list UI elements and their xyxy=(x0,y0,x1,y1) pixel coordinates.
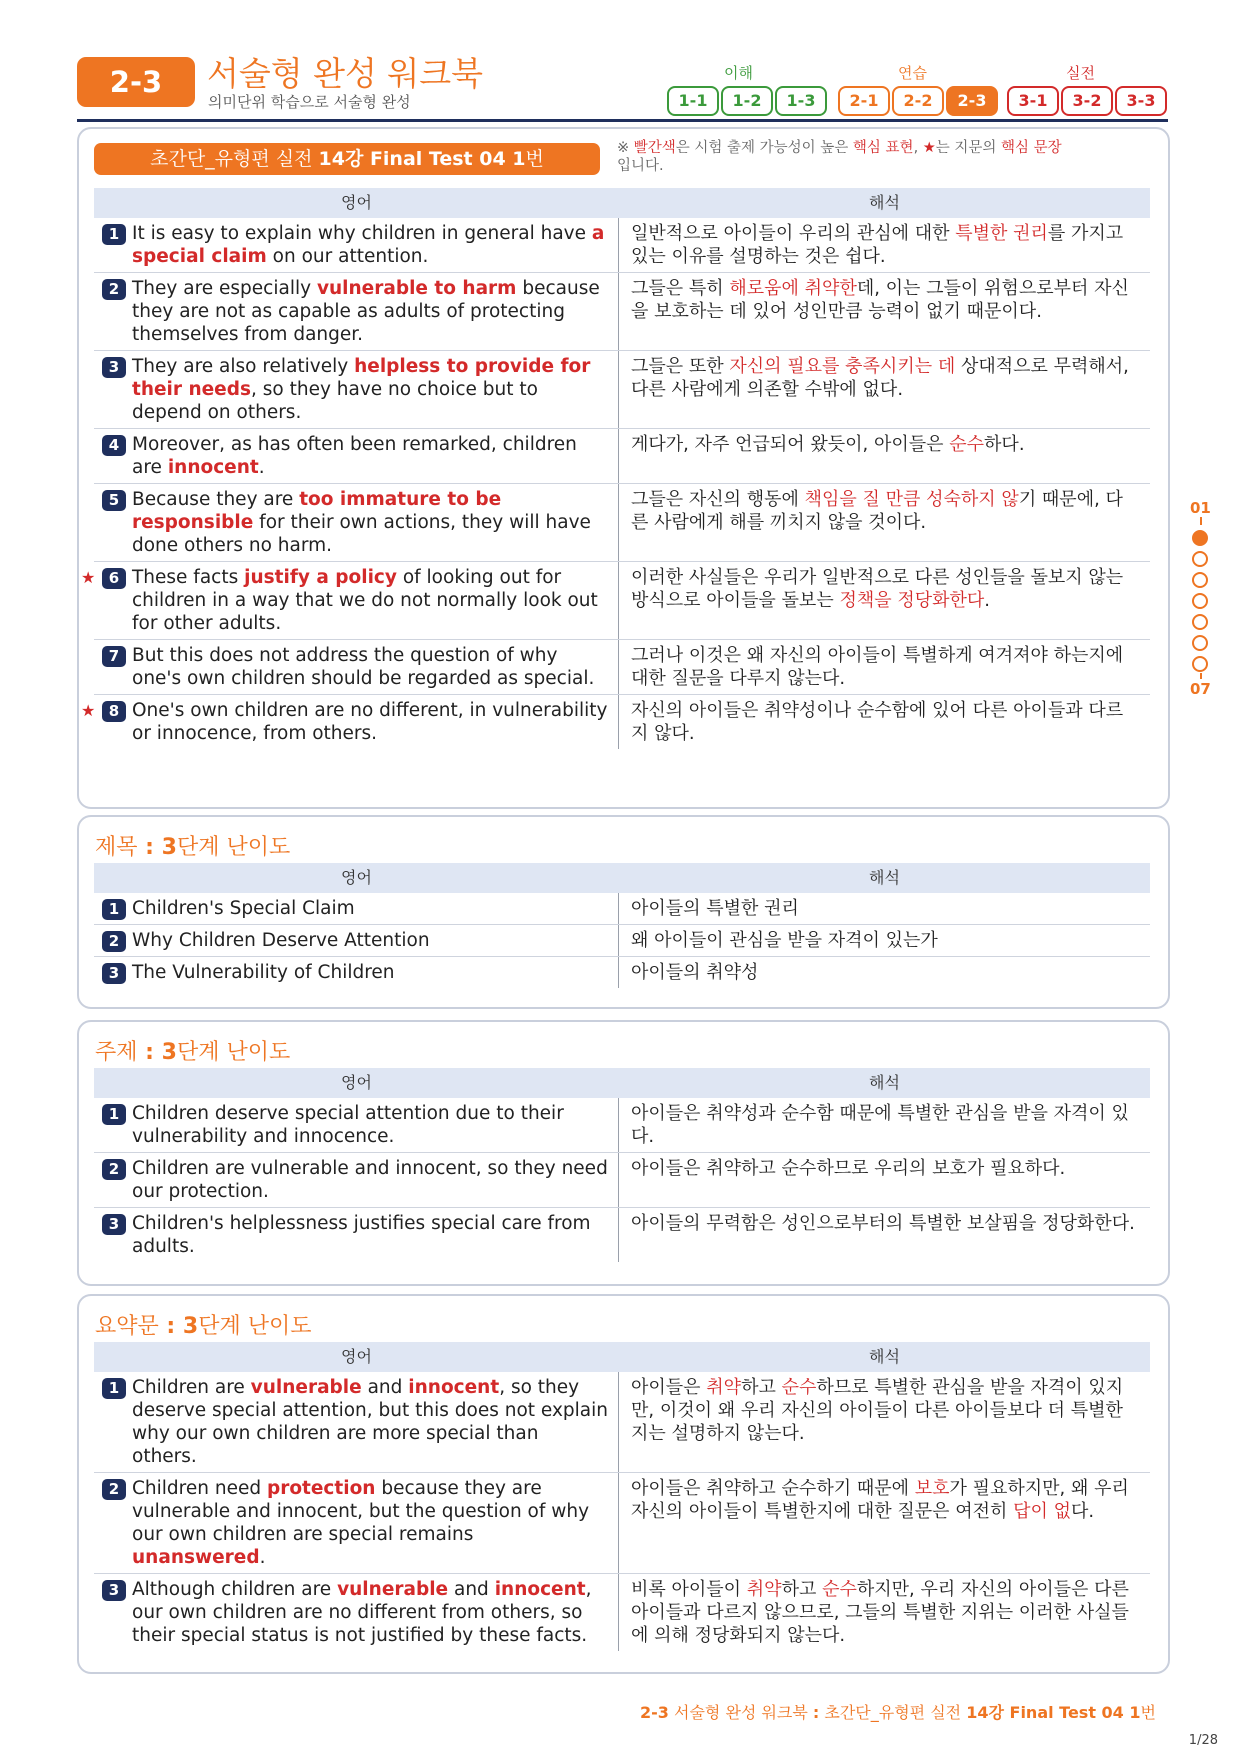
note-key-sentence: 핵심 문장 xyxy=(1001,140,1062,156)
section-sep: : xyxy=(137,835,162,860)
note-symbol: ※ xyxy=(617,140,634,156)
side-nav-first[interactable]: 01 xyxy=(1190,499,1211,517)
title-table xyxy=(94,863,1150,988)
side-nav-dot-6[interactable] xyxy=(1192,635,1208,651)
english-text: Moreover, as has often been remarked, children are xyxy=(132,434,577,478)
english-text: The Vulnerability of Children xyxy=(132,962,395,983)
key-expression-ko: 특별한 권리 xyxy=(955,223,1048,244)
side-nav-last[interactable]: 07 xyxy=(1190,680,1211,698)
theme-table xyxy=(94,1068,1150,1262)
english-text: These facts xyxy=(132,567,245,588)
stage-tab-3-1[interactable]: 3-1 xyxy=(1007,86,1059,116)
level-number: 3 xyxy=(161,1040,177,1065)
korean-text: 하고 xyxy=(741,1377,782,1398)
footer-colon: : xyxy=(812,1703,820,1722)
english-cell xyxy=(94,1473,619,1573)
row-number-badge: 5 xyxy=(102,490,126,511)
key-sentence-star-icon: ★ xyxy=(81,568,96,587)
key-expression-ko: 책임을 질 만큼 성숙하지 않 xyxy=(804,489,1019,510)
passage-rows xyxy=(81,218,1150,749)
level-number: 3 xyxy=(161,835,177,860)
footer-bold: 14강 Final Test 04 1 xyxy=(966,1703,1141,1722)
key-expression-ko: 답이 없 xyxy=(1013,1501,1071,1522)
english-text: for their own actions, they will have done others no harm. xyxy=(132,512,591,556)
stage-tab-2-3[interactable]: 2-3 xyxy=(946,86,998,116)
english-cell xyxy=(81,562,619,639)
row-number-badge: 3 xyxy=(102,1214,126,1235)
key-expression: innocent xyxy=(494,1579,586,1600)
english-text: , so they have no choice but to depend on others. xyxy=(132,379,538,423)
korean-text: 가 필요하지만, 왜 우리 자신의 아이들이 특별한지에 대한 질문은 여전히 xyxy=(631,1478,1129,1522)
side-nav-dot-5[interactable] xyxy=(1192,614,1208,630)
korean-text: 일반적으로 아이들이 우리의 관심에 대한 xyxy=(631,223,956,244)
page-subtitle: 의미단위 학습으로 서술형 완성 xyxy=(208,93,411,111)
english-cell xyxy=(94,429,619,483)
footer-text-2: 초간단_유형편 실전 xyxy=(819,1703,967,1722)
key-expression-ko: 해로움에 취약한 xyxy=(729,278,857,299)
section-label: 제목 xyxy=(95,835,138,860)
korean-text: 아이들의 취약성 xyxy=(631,962,759,983)
korean-cell xyxy=(619,1574,1150,1651)
page-title: 서술형 완성 워크북 xyxy=(207,54,484,93)
korean-text: 자신의 아이들은 취약성이나 순수함에 있어 다른 아이들과 다르지 않다. xyxy=(631,700,1124,744)
key-expression: vulnerable to harm xyxy=(316,278,517,299)
main-passage-panel xyxy=(77,127,1170,809)
summary-rows xyxy=(94,1372,1150,1651)
english-text: , our own children are no different from others, so their special status is not justified by these facts. xyxy=(132,1579,592,1646)
col-header-korean: 해석 xyxy=(869,1347,900,1366)
english-text: It is easy to explain why children in general have xyxy=(132,223,592,244)
table-row xyxy=(94,1574,1150,1651)
row-number-badge: 8 xyxy=(102,701,126,722)
note-end: 입니다. xyxy=(617,158,664,174)
english-cell xyxy=(94,273,619,350)
key-expression: a special claim xyxy=(132,223,605,267)
key-expression: innocent xyxy=(167,457,259,478)
table-row xyxy=(94,429,1150,484)
key-expression: innocent xyxy=(408,1377,500,1398)
english-text: . xyxy=(259,1547,266,1568)
table-row xyxy=(81,695,1150,749)
key-expression-ko: 취약 xyxy=(706,1377,742,1398)
english-text: Children deserve special attention due to their vulnerability and innocence. xyxy=(132,1103,564,1147)
english-text: on our attention. xyxy=(266,246,429,267)
key-expression-ko: 보호 xyxy=(914,1478,950,1499)
korean-cell xyxy=(619,640,1150,694)
level-text: 단계 난이도 xyxy=(198,1314,312,1339)
korean-cell xyxy=(619,957,1150,988)
korean-text: 아이들의 특별한 권리 xyxy=(631,898,799,919)
summary-table xyxy=(94,1342,1150,1651)
row-number-badge: 4 xyxy=(102,435,126,456)
table-row xyxy=(94,1098,1150,1153)
row-number-badge: 2 xyxy=(102,1479,126,1500)
table-row xyxy=(94,640,1150,695)
summary-panel xyxy=(77,1294,1170,1674)
english-cell xyxy=(94,1208,619,1262)
korean-text: 그들은 특히 xyxy=(631,278,730,299)
table-row xyxy=(94,893,1150,925)
title-panel xyxy=(77,815,1170,1009)
korean-cell xyxy=(619,1208,1150,1262)
korean-text: 하다. xyxy=(984,434,1025,455)
level-text: 단계 난이도 xyxy=(176,835,291,860)
english-text: Children are vulnerable and innocent, so they need our protection. xyxy=(132,1158,608,1202)
table-header xyxy=(94,188,1150,218)
korean-text: 그들은 자신의 행동에 xyxy=(631,489,805,510)
korean-text: 아이들은 취약하고 순수하기 때문에 xyxy=(631,1478,915,1499)
key-expression: helpless to provide for their needs xyxy=(132,356,591,400)
section-heading-title xyxy=(95,830,290,861)
key-expression-ko: 정책을 정당화한다 xyxy=(839,590,985,611)
theme-rows xyxy=(94,1098,1150,1262)
korean-text: 이러한 사실들은 우리가 일반적으로 다른 성인들을 돌보지 않는 방식으로 아이들을 돌보는 xyxy=(631,567,1124,611)
korean-cell xyxy=(619,1153,1150,1207)
table-row xyxy=(94,957,1150,988)
row-number-badge: 2 xyxy=(102,279,126,300)
table-row xyxy=(94,1208,1150,1262)
col-header-korean: 해석 xyxy=(869,193,900,212)
korean-text: 아이들은 취약성과 순수함 때문에 특별한 관심을 받을 자격이 있다. xyxy=(631,1103,1129,1147)
stage-tab-1-3[interactable]: 1-3 xyxy=(775,86,827,116)
col-header-english: 영어 xyxy=(341,193,372,212)
english-text: and xyxy=(448,1579,495,1600)
lesson-tag xyxy=(94,143,600,175)
korean-text: . xyxy=(984,590,990,611)
stage-tab-3-2[interactable]: 3-2 xyxy=(1061,86,1113,116)
english-cell xyxy=(94,893,619,924)
row-number-badge: 1 xyxy=(102,224,126,245)
english-text: Children need xyxy=(132,1478,267,1499)
footer-badge: 2-3 xyxy=(640,1703,669,1722)
row-number-badge: 3 xyxy=(102,963,126,984)
key-expression: too immature to be responsible xyxy=(132,489,502,533)
korean-text: 아이들의 무력함은 성인으로부터의 특별한 보살핌을 정당화한다. xyxy=(631,1213,1135,1234)
key-expression: vulnerable xyxy=(250,1377,362,1398)
key-expression-ko: 순수 xyxy=(822,1579,857,1600)
footer-end: 번 xyxy=(1140,1703,1156,1722)
korean-cell xyxy=(619,925,1150,956)
stage-tab-2-2[interactable]: 2-2 xyxy=(892,86,944,116)
col-header-korean: 해석 xyxy=(869,868,900,887)
english-text: Children's Special Claim xyxy=(132,898,355,919)
note-comma: , xyxy=(913,140,923,156)
table-row xyxy=(94,1153,1150,1208)
key-expression: justify a policy xyxy=(244,567,397,588)
side-nav-dot-7[interactable] xyxy=(1192,656,1208,672)
section-badge: 2-3 xyxy=(77,57,195,107)
english-text: . xyxy=(258,457,265,478)
col-header-korean: 해석 xyxy=(869,1073,900,1092)
lesson-tag-suffix: 번 xyxy=(525,148,544,170)
stage-label-understand: 이해 xyxy=(724,64,753,82)
col-header-english: 영어 xyxy=(341,1347,372,1366)
row-number-badge: 2 xyxy=(102,1159,126,1180)
section-sep: : xyxy=(158,1314,183,1339)
korean-text: 왜 아이들이 관심을 받을 자격이 있는가 xyxy=(631,930,938,951)
korean-text: 하므로 특별한 관심을 받을 자격이 있지만, 이것이 왜 우리 자신의 아이들이 다른 아이들보다 더 특별한지는 설명하지 않는다. xyxy=(631,1377,1124,1444)
footer xyxy=(640,1700,1156,1723)
level-text: 단계 난이도 xyxy=(176,1040,291,1065)
stage-label-practice: 연습 xyxy=(898,64,927,82)
page-number: 1/28 xyxy=(1188,1733,1218,1748)
korean-text: 그들은 또한 xyxy=(631,356,730,377)
korean-text: 를 가지고 있는 이유를 설명하는 것은 쉽다. xyxy=(631,223,1124,267)
note-key-expression: 핵심 표현 xyxy=(852,140,914,156)
key-expression-ko: 순수 xyxy=(949,434,985,455)
english-text: They are also relatively xyxy=(132,356,355,377)
korean-text: 상대적으로 무력해서, 다른 사람에게 의존할 수밖에 없다. xyxy=(631,356,1129,400)
table-row xyxy=(94,273,1150,351)
key-expression: protection xyxy=(266,1478,376,1499)
english-cell xyxy=(94,351,619,428)
row-number-badge: 1 xyxy=(102,1378,126,1399)
table-row xyxy=(81,562,1150,640)
side-nav-line-bottom xyxy=(1200,673,1202,679)
side-nav-dot-3[interactable] xyxy=(1192,572,1208,588)
english-cell xyxy=(94,925,619,956)
korean-cell xyxy=(619,695,1150,749)
english-text: and xyxy=(361,1377,409,1398)
english-cell xyxy=(94,1098,619,1152)
korean-text: 그러나 이것은 왜 자신의 아이들이 특별하게 여겨져야 하는지에 대한 질문을 다루지 않는다. xyxy=(631,645,1124,689)
row-number-badge: 3 xyxy=(102,1580,126,1601)
korean-cell xyxy=(619,893,1150,924)
english-text: , so they deserve special attention, but this does not explain why our own children are more special than others. xyxy=(132,1377,609,1467)
table-header xyxy=(94,1068,1150,1098)
korean-text: 하지만, 우리 자신의 아이들은 다른 아이들과 다르지 않으므로, 그들의 특별한 지위는 이러한 사실들에 의해 정당화되지 않는다. xyxy=(631,1579,1129,1646)
note-star: ★ xyxy=(922,140,936,156)
table-row xyxy=(94,351,1150,429)
row-number-badge: 2 xyxy=(102,931,126,952)
note-text: 은 시험 출제 가능성이 높은 xyxy=(675,140,853,156)
english-text: because they are vulnerable and innocent, but the question of why our own children are special remains xyxy=(132,1478,590,1545)
section-label: 요약문 xyxy=(95,1314,159,1339)
english-text: They are especially xyxy=(132,278,317,299)
theme-panel xyxy=(77,1020,1170,1286)
row-number-badge: 6 xyxy=(102,568,126,589)
key-expression: vulnerable xyxy=(337,1579,449,1600)
header-divider xyxy=(77,119,1168,122)
side-nav-dot-2[interactable] xyxy=(1192,551,1208,567)
english-cell xyxy=(94,957,619,988)
key-expression-ko: 순수 xyxy=(781,1377,817,1398)
english-text: Children's helplessness justifies special care from adults. xyxy=(132,1213,591,1257)
english-text: Children are xyxy=(132,1377,251,1398)
korean-cell xyxy=(619,351,1150,428)
korean-text: 게다가, 자주 언급되어 왔듯이, 아이들은 xyxy=(631,434,950,455)
english-text: Because they are xyxy=(132,489,300,510)
table-header xyxy=(94,1342,1150,1372)
stage-tab-2-1[interactable]: 2-1 xyxy=(838,86,890,116)
side-nav-dot-4[interactable] xyxy=(1192,593,1208,609)
korean-cell xyxy=(619,484,1150,561)
english-text: of looking out for children in a way that we do not normally look out for other adults. xyxy=(132,567,598,634)
english-cell xyxy=(94,484,619,561)
english-cell xyxy=(94,218,619,272)
korean-text: 데, 이는 그들이 위험으로부터 자신을 보호하는 데 있어 성인만큼 능력이 없기 때문이다. xyxy=(631,278,1129,322)
table-row xyxy=(94,484,1150,562)
korean-cell xyxy=(619,218,1150,272)
english-text: because they are not as capable as adults of protecting themselves from danger. xyxy=(132,278,600,345)
passage-table xyxy=(81,188,1150,749)
table-row xyxy=(94,1372,1150,1473)
stage-tab-3-3[interactable]: 3-3 xyxy=(1115,86,1167,116)
korean-text: 기 때문에, 다른 사람에게 해를 끼치지 않을 것이다. xyxy=(631,489,1123,533)
note-red-word: 빨간색 xyxy=(633,140,676,156)
table-header xyxy=(94,863,1150,893)
note-text-2: 는 지문의 xyxy=(935,140,1002,156)
korean-cell xyxy=(619,273,1150,350)
english-cell xyxy=(94,1574,619,1651)
row-number-badge: 1 xyxy=(102,899,126,920)
row-number-badge: 3 xyxy=(102,357,126,378)
lesson-tag-bold: 14강 Final Test 04 1 xyxy=(318,148,526,170)
footer-text: 서술형 완성 워크북 xyxy=(668,1703,813,1722)
english-text: Why Children Deserve Attention xyxy=(132,930,430,951)
title-rows xyxy=(94,893,1150,988)
english-text: Although children are xyxy=(132,1579,338,1600)
english-text: But this does not address the question of why one's own children should be regarded as special. xyxy=(132,645,595,689)
side-nav-dot-1[interactable] xyxy=(1192,530,1208,546)
stage-label-real: 실전 xyxy=(1066,64,1095,82)
col-header-english: 영어 xyxy=(341,1073,372,1092)
korean-cell xyxy=(619,1098,1150,1152)
key-expression: unanswered xyxy=(132,1547,260,1568)
english-cell xyxy=(81,695,619,749)
korean-cell xyxy=(619,429,1150,483)
legend-note xyxy=(617,139,1157,175)
section-sep: : xyxy=(137,1040,162,1065)
korean-text: 다. xyxy=(1070,1501,1095,1522)
english-cell xyxy=(94,1372,619,1472)
english-cell xyxy=(94,640,619,694)
english-text: One's own children are no different, in vulnerability or innocence, from others. xyxy=(132,700,608,744)
section-heading-theme xyxy=(95,1035,290,1066)
key-expression-ko: 자신의 필요를 충족시키는 데 xyxy=(729,356,956,377)
table-row xyxy=(94,1473,1150,1574)
korean-cell xyxy=(619,562,1150,639)
english-cell xyxy=(94,1153,619,1207)
key-expression-ko: 취약 xyxy=(746,1579,782,1600)
key-sentence-star-icon: ★ xyxy=(81,701,96,720)
korean-text: 아이들은 xyxy=(631,1377,707,1398)
korean-text: 아이들은 취약하고 순수하므로 우리의 보호가 필요하다. xyxy=(631,1158,1066,1179)
side-nav-line-top xyxy=(1200,517,1202,525)
stage-tab-1-1[interactable]: 1-1 xyxy=(667,86,719,116)
table-row xyxy=(94,925,1150,957)
korean-text: 비록 아이들이 xyxy=(631,1579,747,1600)
col-header-english: 영어 xyxy=(341,868,372,887)
korean-text: 하고 xyxy=(781,1579,823,1600)
korean-cell xyxy=(619,1473,1150,1573)
lesson-tag-prefix: 초간단_유형편 실전 xyxy=(150,148,319,170)
stage-tab-1-2[interactable]: 1-2 xyxy=(721,86,773,116)
level-number: 3 xyxy=(182,1314,199,1339)
korean-cell xyxy=(619,1372,1150,1472)
row-number-badge: 1 xyxy=(102,1104,126,1125)
section-label: 주제 xyxy=(95,1040,138,1065)
section-heading-summary xyxy=(95,1309,311,1340)
row-number-badge: 7 xyxy=(102,646,126,667)
table-row xyxy=(94,218,1150,273)
